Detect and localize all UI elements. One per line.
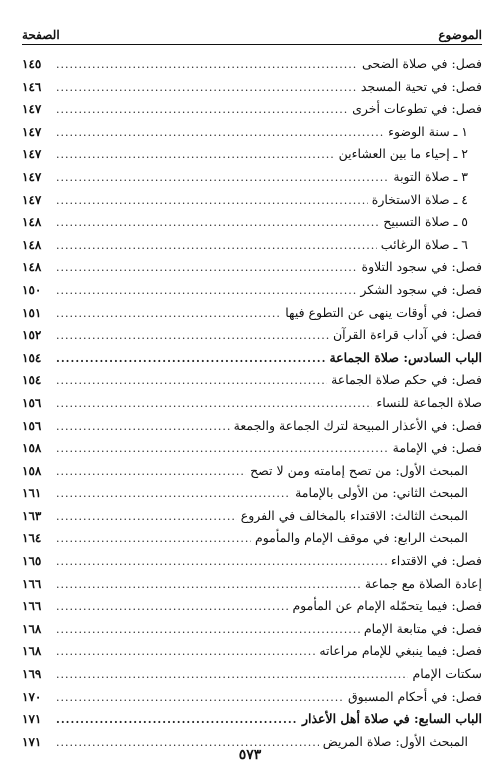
toc-entry-title: المبحث الثاني: من الأولى بالإمامة	[295, 485, 468, 501]
toc-entry-title: فصل: في الإمامة	[392, 440, 482, 456]
dot-leader	[56, 438, 389, 461]
toc-row	[22, 437, 482, 460]
dot-leader	[56, 664, 408, 687]
toc-row	[22, 550, 482, 573]
toc-row	[22, 324, 482, 347]
toc-entry-title: فصل: في متابعة الإمام	[363, 620, 482, 636]
toc-entry-title: ٦ ـ صلاة الرغائب	[380, 236, 468, 252]
toc-entry-page: ١٤٥	[22, 57, 42, 71]
dot-leader	[56, 370, 327, 393]
toc-row	[22, 595, 482, 618]
toc-row	[22, 640, 482, 663]
toc-row	[22, 369, 482, 392]
dot-leader	[56, 528, 251, 551]
dot-leader	[56, 641, 315, 664]
dot-leader	[56, 687, 344, 710]
toc-row	[22, 527, 482, 550]
toc-page	[22, 22, 482, 761]
toc-entry-page: ١٦٩	[22, 667, 42, 682]
toc-entry-title: سكتات الإمام	[412, 666, 482, 682]
toc-entry-page: ١٤٧	[22, 192, 42, 207]
toc-entry-page: ١٦٣	[22, 508, 42, 523]
toc-entry-title: المبحث الثالث: الاقتداء بالمخالف في الفروع	[240, 507, 468, 523]
toc-entry-title: فصل: في تطوعات أخرى	[352, 101, 482, 117]
toc-entry-page: ١٤٧	[22, 169, 42, 184]
dot-leader	[56, 257, 358, 280]
footer-page-number: ٥٧٣	[238, 747, 262, 763]
toc-entry-title: الباب السادس: صلاة الجماعة	[329, 349, 482, 365]
toc-row	[22, 573, 482, 596]
toc-entry-title: فصل: في أحكام المسبوق	[347, 688, 482, 704]
toc-entry-title: فصل: في آداب قراءة القرآن	[333, 327, 482, 343]
dot-leader	[56, 280, 356, 303]
toc-entry-page: ١٦٤	[22, 531, 42, 546]
dot-leader	[56, 212, 379, 235]
toc-entry-page: ١٦٨	[22, 621, 42, 636]
dot-leader	[56, 551, 387, 574]
dot-leader	[56, 167, 389, 190]
dot-leader	[56, 461, 246, 484]
toc-entry-page: ١٤٧	[22, 102, 42, 117]
toc-entry-page: ١٧١	[22, 712, 42, 727]
toc-row	[22, 121, 482, 144]
toc-row	[22, 392, 482, 415]
dot-leader	[56, 99, 348, 122]
toc-entry-page: ١٦٥	[22, 554, 42, 569]
toc-row	[22, 460, 482, 483]
toc-entry-title: فصل: فيما يتحمّله الإمام عن المأموم	[292, 598, 482, 614]
toc-row	[22, 686, 482, 709]
toc-entry-title: فصل: في سجود الشكر	[360, 281, 482, 297]
toc-entry-page: ١٤٨	[22, 260, 42, 275]
toc-entry-page: ١٥١	[22, 305, 42, 320]
toc-entry-page: ١٤٨	[22, 215, 42, 230]
toc-chapter-row	[22, 347, 482, 370]
toc-chapter-row	[22, 708, 482, 731]
dot-leader	[56, 506, 237, 529]
toc-row	[22, 279, 482, 302]
toc-entry-title: ١ ـ سنة الوضوء	[388, 123, 468, 139]
toc-entry-page: ١٥٤	[22, 373, 42, 388]
toc-entry-title: الباب السابع: في صلاة أهل الأعذار	[301, 711, 482, 727]
dot-leader	[56, 122, 384, 145]
toc-row	[22, 189, 482, 212]
toc-entry-title: ٥ ـ صلاة التسبيح	[383, 214, 468, 230]
toc-row	[22, 234, 482, 257]
toc-entry-page: ١٥٨	[22, 463, 42, 478]
toc-entry-page: ١٤٧	[22, 147, 42, 162]
toc-entry-page: ١٥٤	[22, 350, 42, 365]
dot-leader	[56, 235, 377, 258]
toc-entry-page: ١٦٨	[22, 644, 42, 659]
toc-entry-page: ١٥٠	[22, 282, 42, 297]
toc-row	[22, 211, 482, 234]
toc-entry-page: ١٦٦	[22, 576, 42, 591]
dot-leader	[56, 619, 360, 642]
dot-leader	[56, 393, 372, 416]
toc-row	[22, 98, 482, 121]
toc-row	[22, 618, 482, 641]
toc-entry-title: فصل: في أوقات ينهى عن التطوع فيها	[285, 304, 482, 320]
dot-leader	[56, 596, 288, 619]
toc-entry-title: فصل: في الاقتداء	[390, 553, 482, 569]
dot-leader	[56, 709, 298, 732]
toc-row	[22, 302, 482, 325]
toc-row	[22, 415, 482, 438]
dot-leader	[56, 303, 281, 326]
toc-entry-title: ٢ ـ إحياء ما بين العشاءين	[338, 146, 468, 162]
dot-leader	[56, 144, 335, 167]
dot-leader	[56, 54, 358, 77]
dot-leader	[56, 325, 329, 348]
dot-leader	[56, 483, 291, 506]
toc-entry-title: فصل: في صلاة الضحى	[361, 56, 482, 71]
toc-entry-title: فصل: في تحية المسجد	[360, 78, 482, 94]
toc-row	[22, 53, 482, 76]
toc-entry-title: المبحث الرابع: في موقف الإمام والمأموم	[254, 530, 468, 546]
toc-entry-title: صلاة الجماعة للنساء	[376, 394, 482, 410]
toc-row	[22, 663, 482, 686]
topic-column-label: الموضوع	[438, 28, 482, 42]
toc-row	[22, 505, 482, 528]
toc-row	[22, 256, 482, 279]
toc-entry-page: ١٦٦	[22, 599, 42, 614]
dot-leader	[56, 574, 361, 597]
toc-entry-title: فصل: في حكم صلاة الجماعة	[331, 372, 482, 388]
toc-entry-title: إعادة الصلاة مع جماعة	[364, 575, 482, 591]
toc-entry-page: ١٧١	[22, 734, 42, 749]
toc-entry-title: المبحث الأول: من تصح إمامته ومن لا تصح	[250, 462, 468, 478]
toc-list	[22, 53, 482, 753]
toc-header	[22, 22, 482, 45]
dot-leader	[56, 416, 230, 439]
dot-leader	[56, 348, 325, 371]
dot-leader	[56, 190, 368, 213]
toc-entry-page: ١٥٦	[22, 395, 42, 410]
toc-entry-title: ٤ ـ صلاة الاستخارة	[371, 191, 468, 207]
toc-entry-title: فصل: في الأعذار المبيحة لترك الجماعة والجمعة	[233, 417, 482, 433]
page-column-label: الصفحة	[22, 28, 60, 42]
toc-entry-page: ١٥٢	[22, 328, 42, 343]
toc-entry-page: ١٧٠	[22, 689, 42, 704]
toc-entry-title: ٣ ـ صلاة التوبة	[393, 168, 468, 184]
toc-row	[22, 143, 482, 166]
toc-entry-page: ١٦١	[22, 486, 42, 501]
toc-entry-title: المبحث الأول: صلاة المريض	[322, 733, 468, 749]
toc-entry-title: فصل: فيما ينبغي للإمام مراعاته	[319, 643, 482, 659]
toc-row	[22, 482, 482, 505]
toc-entry-title: فصل: في سجود التلاوة	[361, 259, 482, 275]
toc-entry-page: ١٤٨	[22, 237, 42, 252]
toc-row	[22, 166, 482, 189]
toc-entry-page: ١٤٧	[22, 124, 42, 139]
dot-leader	[56, 77, 357, 100]
toc-entry-page: ١٥٦	[22, 418, 42, 433]
toc-row	[22, 76, 482, 99]
toc-entry-page: ١٤٦	[22, 79, 42, 94]
toc-entry-page: ١٥٨	[22, 441, 42, 456]
